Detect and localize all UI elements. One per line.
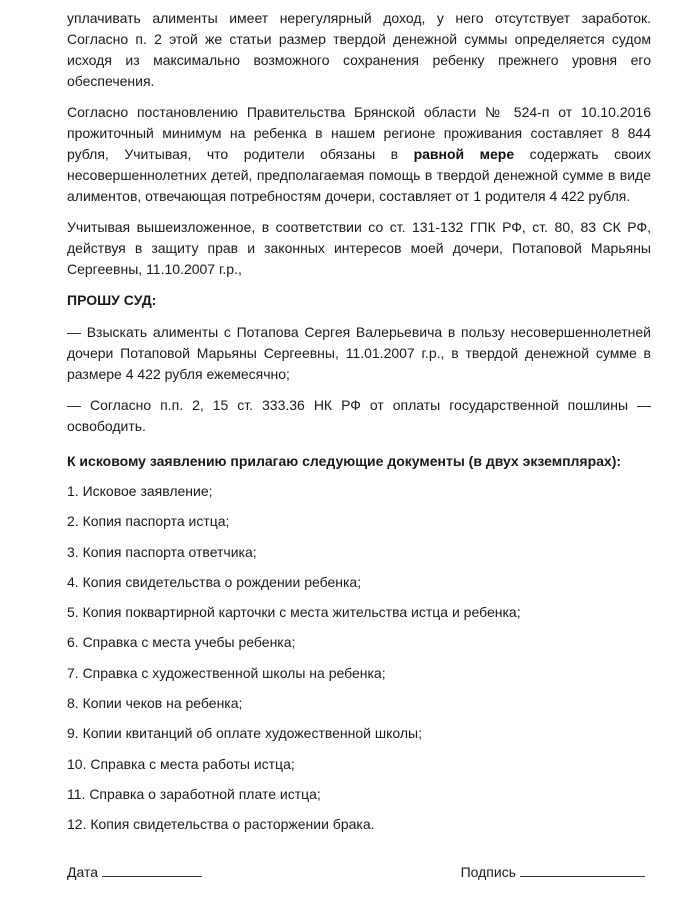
attachment-item: 9. Копии квитанций об оплате художественной школы; bbox=[67, 725, 422, 742]
paragraph-text: содержать своих несовершеннолетних детей, предполагаемая помощь в твердой денежной сумме в виде алиментов, отвечающая потребностям дочери, составляет от 1 родителя 4 422 рубля. bbox=[67, 146, 651, 204]
attachment-item: 4. Копия свидетельства о рождении ребенка; bbox=[67, 573, 362, 590]
attachment-item: 12. Копия свидетельства о расторжении брака. bbox=[67, 816, 375, 833]
request-item: — Согласно п.п. 2, 15 ст. 333.36 НК РФ от оплаты государственной пошлины — освободить. bbox=[67, 397, 651, 434]
paragraph-legal-basis: Учитывая вышеизложенное, в соответствии со ст. 131-132 ГПК РФ, ст. 80, 83 СК РФ, действуя в защиту прав и законных интересов моей дочери, Потаповой Марьяны Сергеевны, 11.10.2007 г.р., bbox=[67, 219, 651, 277]
signature-field bbox=[461, 862, 645, 880]
attachment-item: 10. Справка с места работы истца; bbox=[67, 755, 295, 772]
attachments-list bbox=[67, 481, 651, 845]
attachment-item: 2. Копия паспорта истца; bbox=[67, 513, 230, 530]
date-label: Дата bbox=[67, 864, 99, 880]
date-field bbox=[67, 862, 202, 880]
document-page bbox=[67, 8, 651, 845]
request-item: — Взыскать алименты с Потапова Сергея Валерьевича в пользу несовершеннолетней дочери Потаповой Марьяны Сергеевны, 11.01.2007 г.р., в твердой денежной сумме в размере 4 422 рубля ежемесячно; bbox=[67, 324, 651, 382]
attachment-item: 7. Справка с художественной школы на ребенка; bbox=[67, 664, 386, 681]
attachment-item: 1. Исковое заявление; bbox=[67, 483, 213, 499]
paragraph-subsistence-minimum bbox=[67, 102, 651, 207]
date-blank-line bbox=[102, 862, 202, 877]
request-heading: ПРОШУ СУД: bbox=[67, 292, 157, 308]
bold-emphasis: равной мере bbox=[413, 146, 515, 162]
paragraph-text: Согласно постановлению Правительства Брянской области № 524-п от 10.10.2016 прожиточный минимум на ребенка в нашем регионе проживания составляет 8 844 рубля, Учитывая, что родители обязаны в bbox=[67, 104, 651, 162]
paragraph-income: уплачивать алименты имеет нерегулярный доход, у него отсутствует заработок. Согласно п. 2 этой же статьи размер твердой денежной суммы определяется судом исходя из максимально возможного сохранения ребенку прежнего уровня его обеспечения. bbox=[67, 10, 651, 89]
attachment-item: 6. Справка с места учебы ребенка; bbox=[67, 634, 296, 651]
attachment-item: 8. Копии чеков на ребенка; bbox=[67, 695, 243, 712]
signature-label: Подпись bbox=[460, 864, 516, 880]
attachment-item: 5. Копия поквартирной карточки с места жительства истца и ребенка; bbox=[67, 604, 521, 621]
attachment-item: 3. Копия паспорта ответчика; bbox=[67, 543, 257, 560]
attachment-item: 11. Справка о заработной плате истца; bbox=[67, 785, 321, 802]
attachments-heading: К исковому заявлению прилагаю следующие документы (в двух экземплярах): bbox=[67, 453, 622, 469]
signature-block bbox=[67, 862, 645, 880]
signature-blank-line bbox=[520, 862, 645, 877]
